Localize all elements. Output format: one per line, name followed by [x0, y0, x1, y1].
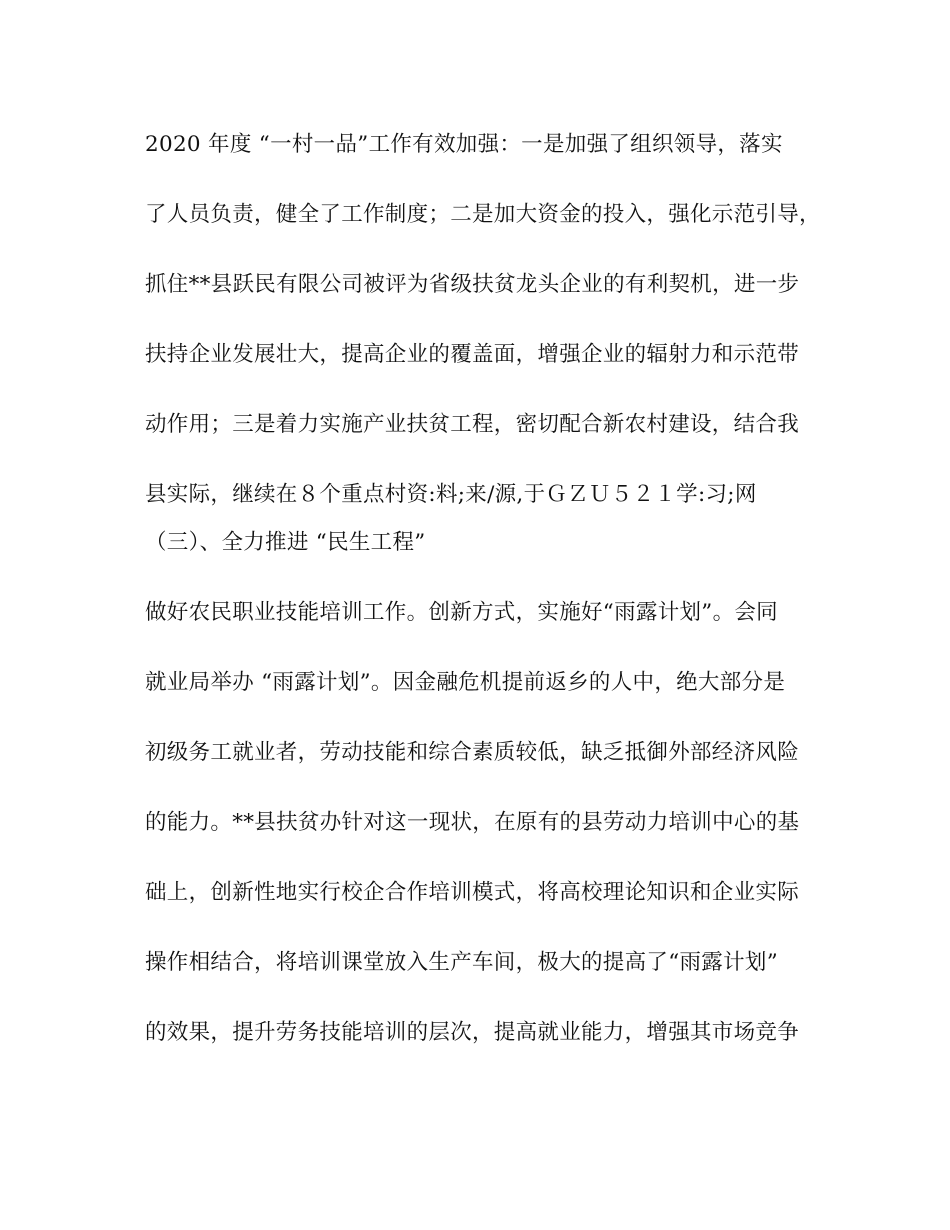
text-line-2: 了人员负责，健全了工作制度；二是加大资金的投入，强化示范引导， [145, 202, 821, 227]
text-line-11: 的能力。**县扶贫办针对这一现状，在原有的县劳动力培训中心的基 [145, 810, 800, 835]
text-line-6: 县实际，继续在８个重点村资:料;来/源,于ＧＺＵ５２１学:习;网 [145, 482, 757, 507]
text-line-12: 础上，创新性地实行校企合作培训模式，将高校理论知识和企业实际 [145, 880, 800, 905]
text-line-3: 抓住**县跃民有限公司被评为省级扶贫龙头企业的有利契机，进一步 [145, 272, 800, 297]
text-line-13: 操作相结合，将培训课堂放入生产车间，极大的提高了“雨露计划” [145, 950, 778, 975]
text-line-14: 的效果，提升劳务技能培训的层次，提高就业能力，增强其市场竞争 [145, 1020, 800, 1045]
text-line-9: 就业局举办 “雨露计划”。因金融危机提前返乡的人中，绝大部分是 [145, 670, 786, 695]
text-line-1: 2020 年度 “一村一品”工作有效加强：一是加强了组织领导，落实 [145, 132, 783, 157]
section-heading: （三）、全力推进 “民生工程” [145, 530, 426, 555]
text-line-4: 扶持企业发展壮大，提高企业的覆盖面，增强企业的辐射力和示范带 [145, 342, 800, 367]
text-line-8: 做好农民职业技能培训工作。创新方式，实施好“雨露计划”。会同 [145, 600, 778, 625]
text-line-10: 初级务工就业者，劳动技能和综合素质较低，缺乏抵御外部经济风险 [145, 740, 800, 765]
text-line-5: 动作用；三是着力实施产业扶贫工程，密切配合新农村建设，结合我 [145, 412, 800, 437]
